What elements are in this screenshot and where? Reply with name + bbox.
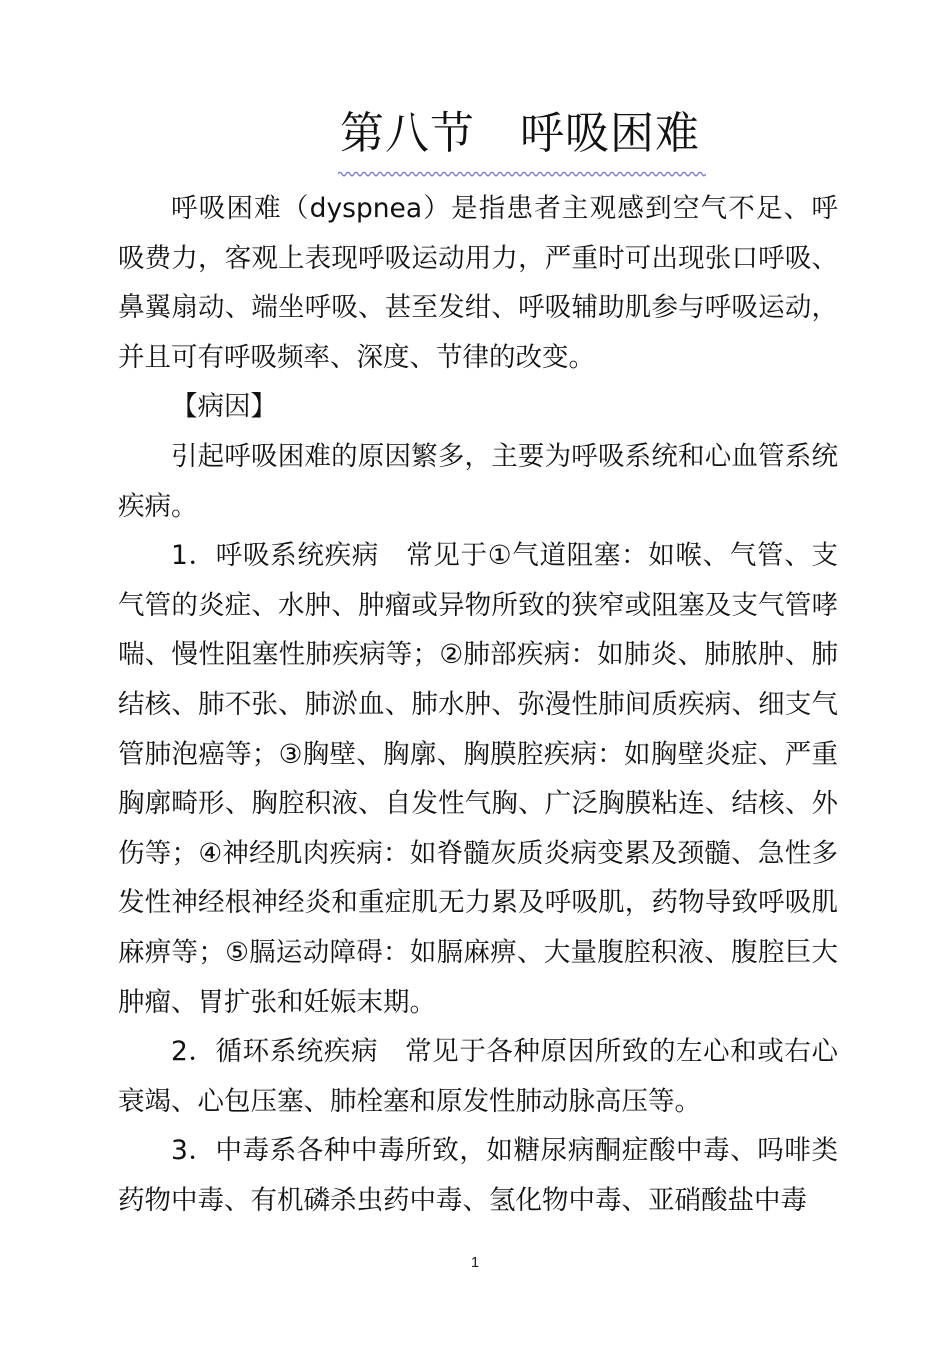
document-body	[118, 184, 838, 1225]
title-wavy-underline	[338, 170, 706, 178]
paragraph-respiratory-diseases: 1．呼吸系统疾病 常见于①气道阻塞：如喉、气管、支气管的炎症、水肿、肿瘤或异物所致的狭窄或阻塞及支气管哮喘、慢性阻塞性肺疾病等；②肺部疾病：如肺炎、肺脓肿、肺结核、肺不张、肺淤血、肺水肿、弥漫性肺间质疾病、细支气管肺泡癌等；③胸壁、胸廓、胸膜腔疾病：如胸壁炎症、严重胸廓畸形、胸腔积液、自发性气胸、广泛胸膜粘连、结核、外伤等；④神经肌肉疾病：如脊髓灰质炎病变累及颈髓、急性多发性神经根神经炎和重症肌无力累及呼吸肌，药物导致呼吸肌麻痹等；⑤膈运动障碍：如膈麻痹、大量腹腔积液、腹腔巨大肿瘤、胃扩张和妊娠末期。	[118, 540, 838, 1018]
page-title: 第八节 呼吸困难	[340, 108, 700, 159]
paragraph-definition: 呼吸困难（dyspnea）是指患者主观感到空气不足、呼吸费力，客观上表现呼吸运动用力，严重时可出现张口呼吸、鼻翼扇动、端坐呼吸、甚至发绀、呼吸辅助肌参与呼吸运动，并且可有呼吸频率、深度、节律的改变。	[118, 193, 838, 373]
page-number: 1	[470, 1254, 480, 1271]
paragraph-poisoning: 3．中毒系各种中毒所致，如糖尿病酮症酸中毒、吗啡类药物中毒、有机磷杀虫药中毒、氢化物中毒、亚硝酸盐中毒	[118, 1135, 838, 1216]
paragraph-etiology-intro: 引起呼吸困难的原因繁多，主要为呼吸系统和心血管系统疾病。	[118, 440, 838, 522]
section-heading-etiology: 【病因】	[171, 391, 277, 423]
paragraph-circulatory-diseases: 2．循环系统疾病 常见于各种原因所致的左心和或右心衰竭、心包压塞、肺栓塞和原发性肺动脉高压等。	[118, 1036, 838, 1117]
